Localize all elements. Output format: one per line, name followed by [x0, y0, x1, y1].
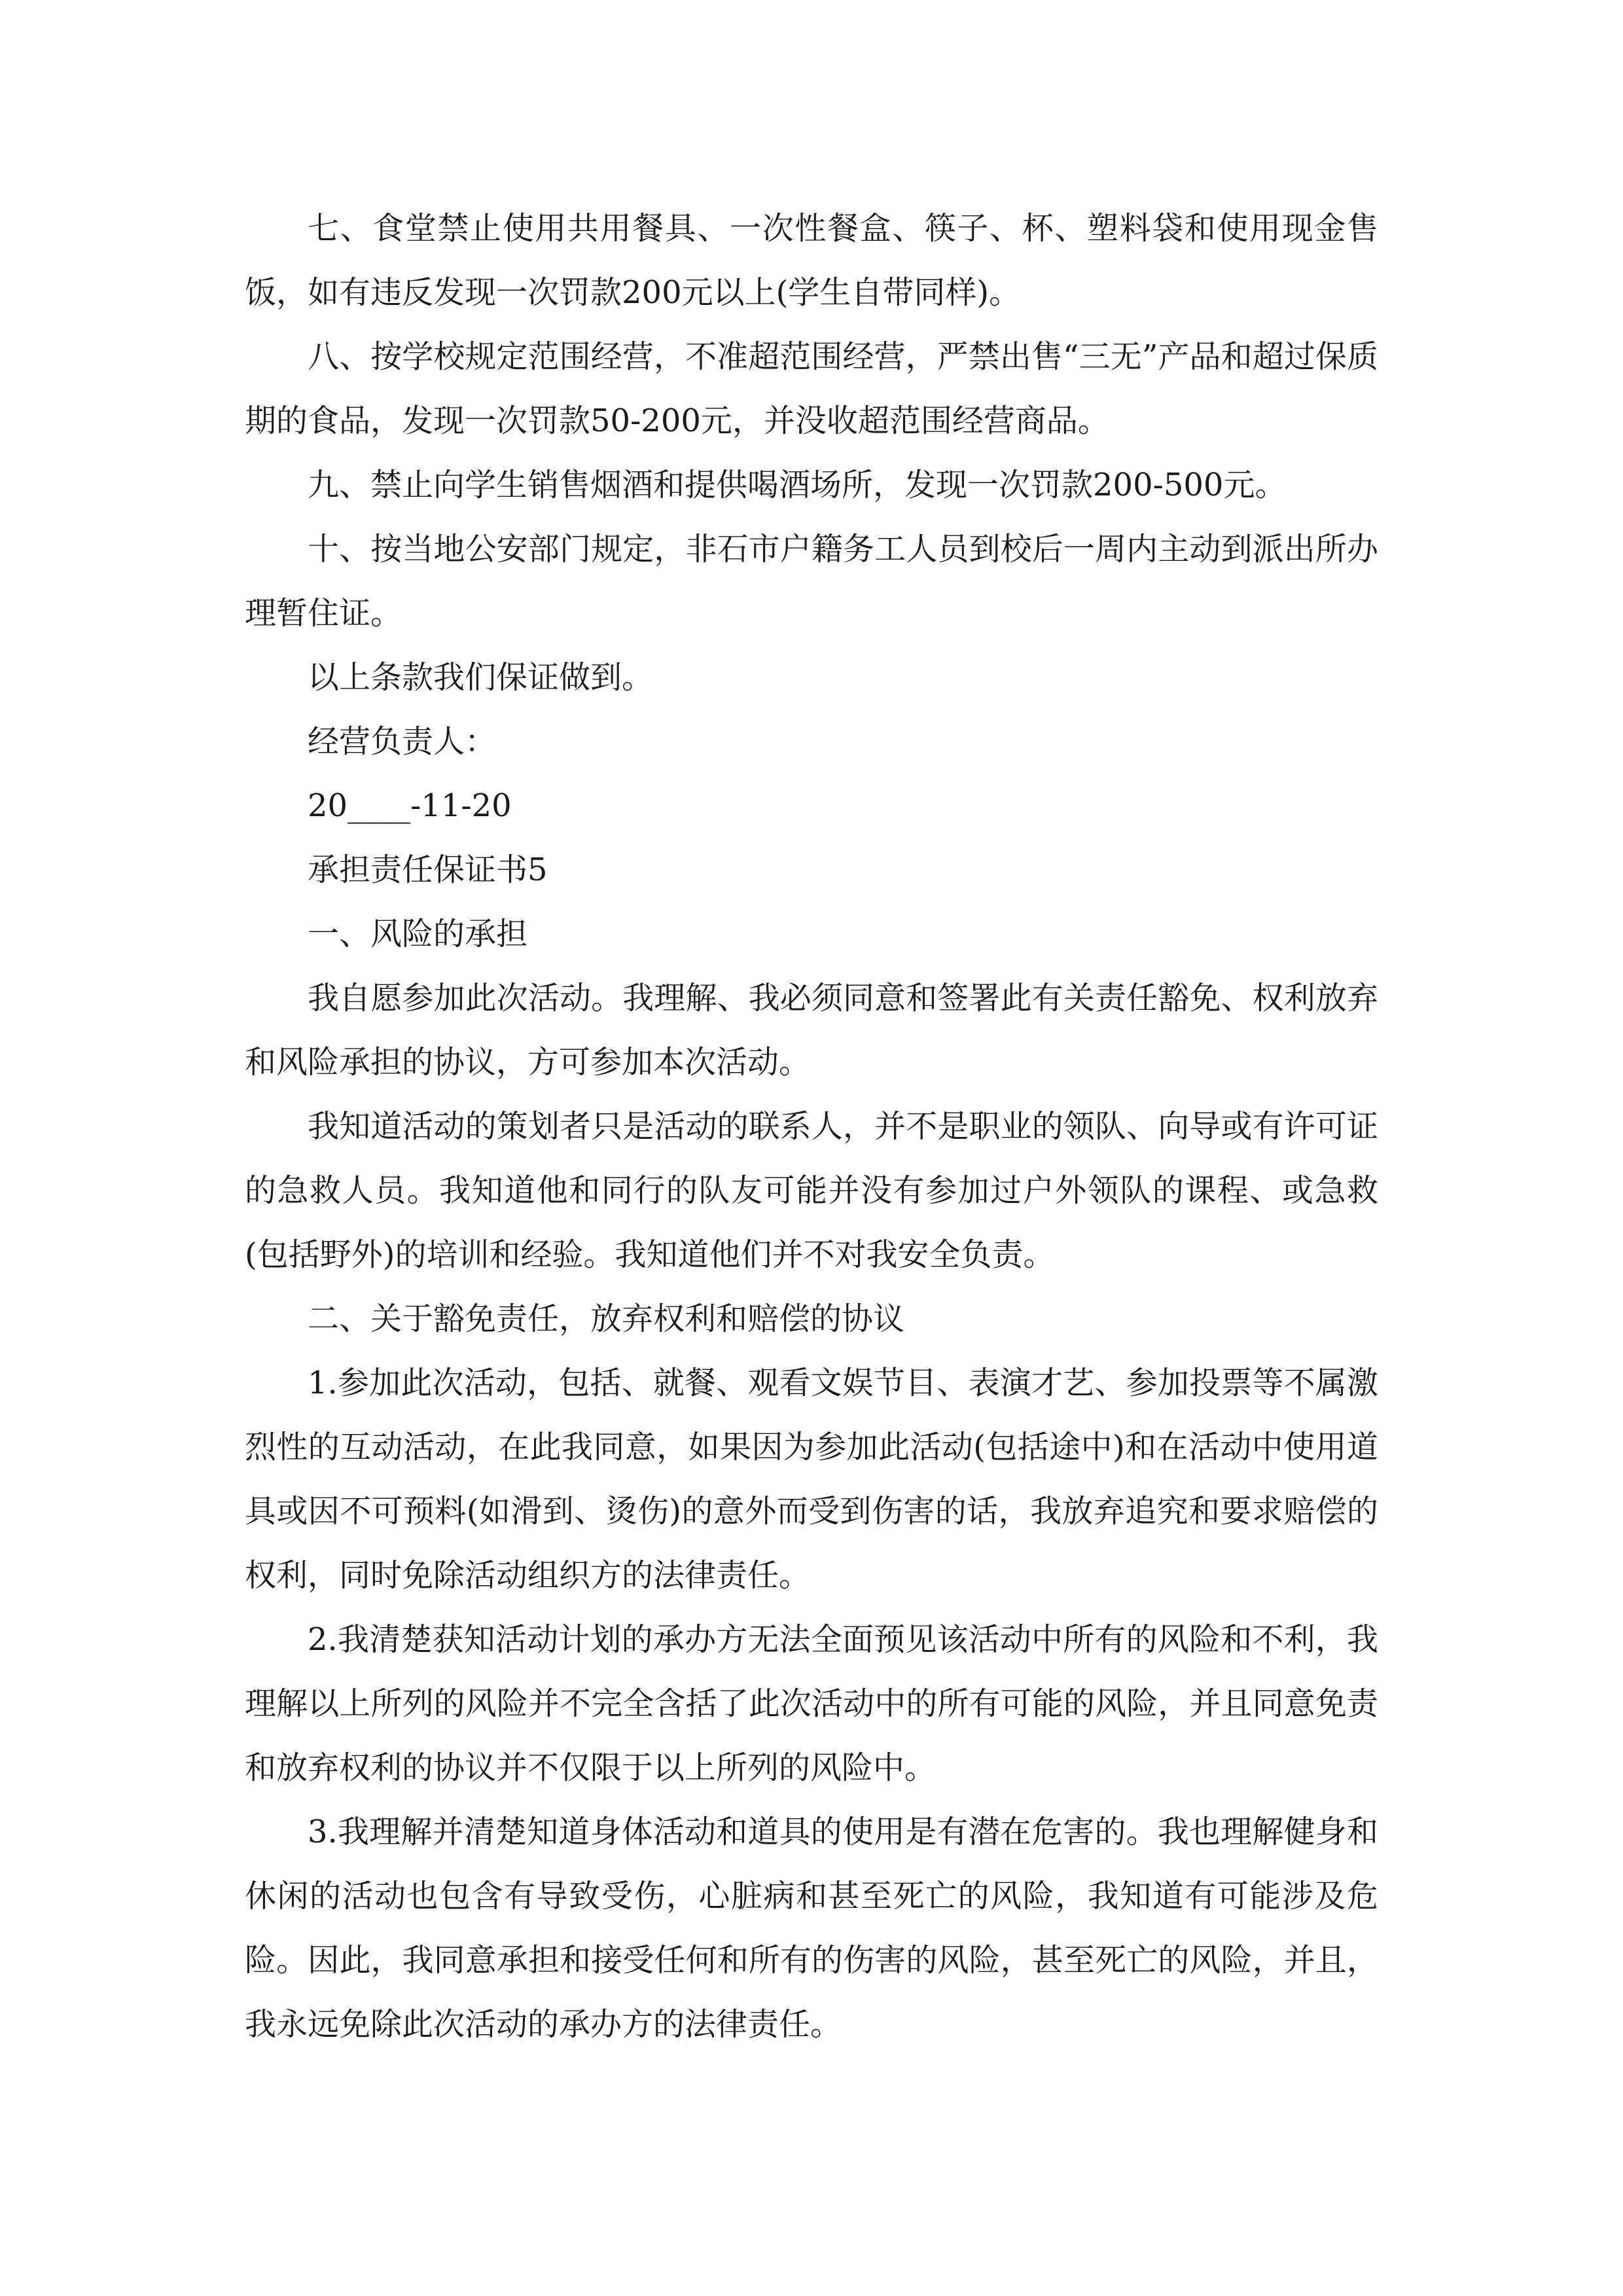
paragraph-business-scope-rule: 八、按学校规定范围经营，不准超范围经营，严禁出售“三无”产品和超过保质期的食品，发现一次罚款50-200元，并没收超范围经营商品。: [245, 338, 1378, 439]
paragraph-canteen-rule: 七、食堂禁止使用共用餐具、一次性餐盒、筷子、杯、塑料袋和使用现金售饭，如有违反发现一次罚款200元以上(学生自带同样)。: [245, 210, 1378, 311]
paragraph-date: 20____-11-20: [308, 787, 512, 824]
heading-waiver-agreement: 二、关于豁免责任，放弃权利和赔偿的协议: [308, 1300, 905, 1337]
paragraph-tobacco-alcohol-rule: 九、禁止向学生销售烟酒和提供喝酒场所，发现一次罚款200-500元。: [308, 467, 1287, 503]
paragraph-organizer-role: 我知道活动的策划者只是活动的联系人，并不是职业的领队、向导或有许可证的急救人员。我知道他和同行的队友可能并没有参加过户外领队的课程、或急救(包括野外)的培训和经验。我知道他们并不对我安全负责。: [245, 1108, 1378, 1273]
heading-risk-assumption: 一、风险的承担: [308, 916, 528, 952]
paragraph-manager-signature: 经营负责人：: [308, 723, 497, 760]
section-title: 承担责任保证书5: [308, 852, 548, 888]
paragraph-residence-permit-rule: 十、按当地公安部门规定，非石市户籍务工人员到校后一周内主动到派出所办理暂住证。: [245, 531, 1378, 632]
paragraph-item-1: 1.参加此次活动，包括、就餐、观看文娱节目、表演才艺、参加投票等不属激烈性的互动活动，在此我同意，如果因为参加此活动(包括途中)和在活动中使用道具或因不可预料(如滑到、烫伤)的意外而受到伤害的话，我放弃追究和要求赔偿的权利，同时免除活动组织方的法律责任。: [245, 1365, 1378, 1594]
paragraph-item-3: 3.我理解并清楚知道身体活动和道具的使用是有潜在危害的。我也理解健身和休闲的活动也包含有导致受伤，心脏病和甚至死亡的风险，我知道有可能涉及危险。因此，我同意承担和接受任何和所有的伤害的风险，甚至死亡的风险，并且，我永远免除此次活动的承办方的法律责任。: [245, 1814, 1378, 2043]
paragraph-guarantee-statement: 以上条款我们保证做到。: [308, 659, 654, 696]
paragraph-voluntary-participation: 我自愿参加此次活动。我理解、我必须同意和签署此有关责任豁免、权利放弃和风险承担的协议，方可参加本次活动。: [245, 980, 1378, 1081]
paragraph-item-2: 2.我清楚获知活动计划的承办方无法全面预见该活动中所有的风险和不利，我理解以上所列的风险并不完全含括了此次活动中的所有可能的风险，并且同意免责和放弃权利的协议并不仅限于以上所列的风险中。: [245, 1621, 1378, 1786]
